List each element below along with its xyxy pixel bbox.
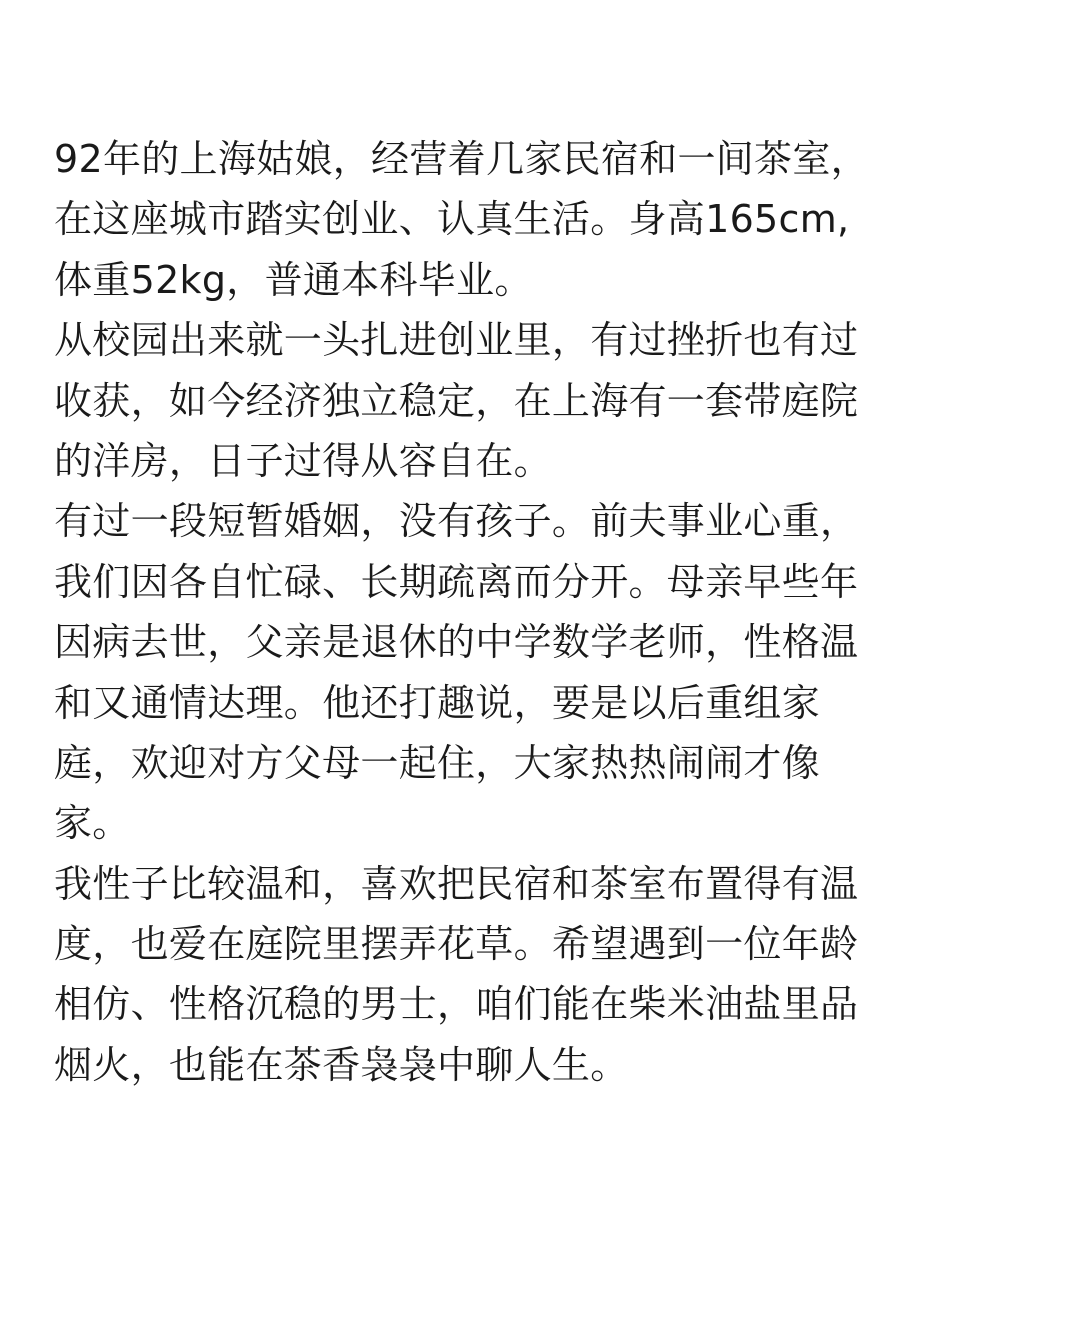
paragraph-career	[54, 310, 964, 491]
text-line: 烟火，也能在茶香袅袅中聊人生。	[54, 1042, 629, 1087]
note-body	[54, 129, 964, 1095]
text-line: 92年的上海姑娘，经营着几家民宿和一间茶室，	[54, 137, 869, 181]
paragraph-family	[54, 491, 964, 853]
paragraph-intro	[54, 129, 964, 310]
text-line: 在这座城市踏实创业、认真生活。身高165cm,	[54, 197, 850, 242]
text-line: 度，也爱在庭院里摆弄花草。希望遇到一位年龄	[54, 922, 859, 967]
text-line: 和又通情达理。他还打趣说，要是以后重组家	[54, 680, 821, 725]
text-line: 收获，如今经济独立稳定，在上海有一套带庭院	[54, 378, 859, 423]
text-line: 相仿、性格沉稳的男士，咱们能在柴米油盐里品	[54, 982, 859, 1027]
paragraph-hopes	[54, 854, 964, 1096]
text-line: 我们因各自忙碌、长期疏离而分开。母亲早些年	[54, 559, 859, 604]
text-line: 家。	[54, 801, 131, 846]
text-line: 的洋房，日子过得从容自在。	[54, 438, 552, 483]
text-line: 有过一段短暂婚姻，没有孩子。前夫事业心重，	[54, 499, 859, 544]
text-line: 我性子比较温和，喜欢把民宿和茶室布置得有温	[54, 861, 859, 906]
text-line: 从校园出来就一头扎进创业里，有过挫折也有过	[54, 318, 859, 363]
text-line: 因病去世，父亲是退休的中学数学老师，性格温	[54, 620, 859, 665]
text-line: 体重52kg，普通本科毕业。	[54, 257, 533, 302]
text-line: 庭，欢迎对方父母一起住，大家热热闹闹才像	[54, 740, 821, 785]
